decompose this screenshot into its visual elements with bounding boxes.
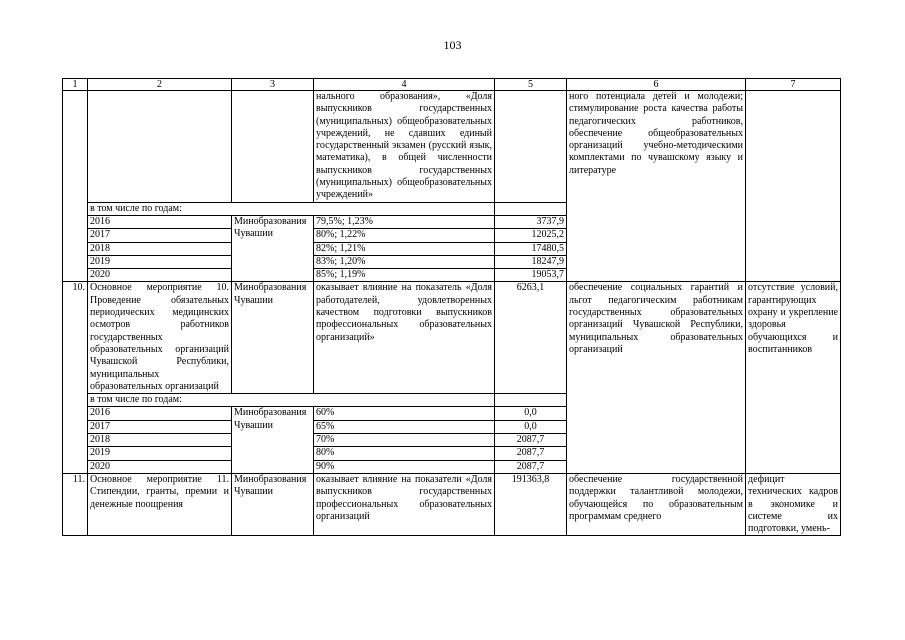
indicator-value: 83%; 1,20% — [314, 255, 495, 268]
amount-cell: 2087,7 — [495, 447, 567, 460]
column-header: 2 — [88, 79, 232, 91]
amount-cell: 2087,7 — [495, 460, 567, 473]
column-header: 3 — [232, 79, 314, 91]
column-header: 5 — [495, 79, 567, 91]
year-cell: 2017 — [88, 229, 232, 242]
header-row — [63, 79, 841, 91]
year-cell: 2016 — [88, 215, 232, 228]
indicator-value: 80% — [314, 447, 495, 460]
column-header: 6 — [567, 79, 746, 91]
measure-name: Основное мероприятие 11. Стипендии, гранты, премии и денежные поощрения — [88, 473, 232, 535]
column-header: 7 — [746, 79, 841, 91]
year-cell: 2020 — [88, 269, 232, 282]
indicator-value: 70% — [314, 434, 495, 447]
year-cell: 2019 — [88, 255, 232, 268]
indicator-value: 80%; 1,22% — [314, 229, 495, 242]
year-cell: 2017 — [88, 420, 232, 433]
column-header: 4 — [314, 79, 495, 91]
amount-cell: 2087,7 — [495, 434, 567, 447]
indicator-value: 60% — [314, 407, 495, 420]
table-row — [63, 282, 841, 394]
indicator-value: 90% — [314, 460, 495, 473]
by-years-label: в том числе по годам: — [88, 394, 495, 407]
amount-cell: 191363,8 — [495, 473, 567, 535]
table-row — [63, 91, 841, 203]
amount-cell: 19053,7 — [495, 269, 567, 282]
indicator-value: 65% — [314, 420, 495, 433]
executor: Минобразования Чувашии — [232, 407, 314, 473]
measure-name: Основное мероприятие 10. Проведение обязательных периодических медицинских осмотров работников государственных образовательных организаций Чувашской Республики, муниципальных образовательных организаций — [88, 282, 232, 394]
by-years-label: в том числе по годам: — [88, 202, 495, 215]
executor: Минобразования Чувашии — [232, 282, 314, 394]
year-cell: 2018 — [88, 434, 232, 447]
executor: Минобразования Чувашии — [232, 215, 314, 281]
row-number: 11. — [63, 473, 88, 535]
amount-cell: 17480,5 — [495, 242, 567, 255]
page-number: 103 — [443, 38, 462, 52]
risk-text: дефицит технических кадров в экономике и системе их подготовки, умень- — [746, 473, 841, 535]
expected-result: обеспечение социальных гарантий и льгот педагогическим работникам государственных образовательных организаций Чувашской Республики, муниципальных образовательных организаций — [567, 282, 746, 473]
expected-result: ного потенциала детей и молодежи; стимулирование роста качества работы педагогических работников, обеспечение общеобразовательных организаций учебно-методическими комплектами по чувашскому языку и литературе — [567, 91, 746, 282]
year-cell: 2018 — [88, 242, 232, 255]
year-cell: 2016 — [88, 407, 232, 420]
amount-cell: 0,0 — [495, 407, 567, 420]
year-cell: 2020 — [88, 460, 232, 473]
row-number: 10. — [63, 282, 88, 473]
amount-cell: 0,0 — [495, 420, 567, 433]
indicator-text: нального образования», «Доля выпускников государственных (муниципальных) общеобразовательных учреждений, не сдавших единый государственный экзамен (русский язык, математика), в общей численности выпускников государственных (муниципальных) общеобразовательных учреждений» — [314, 91, 495, 203]
indicator-value: 82%; 1,21% — [314, 242, 495, 255]
amount-cell: 12025,2 — [495, 229, 567, 242]
risk-text: отсутствие условий, гарантирующих охрану и укрепление здоровья обучающихся и воспитанников — [746, 282, 841, 473]
indicator-value: 85%; 1,19% — [314, 269, 495, 282]
indicator-text: оказывает влияние на показатель «Доля работодателей, удовлетворенных качеством подготовки выпускников профессиональных образовательных организаций» — [314, 282, 495, 394]
measures-table — [62, 78, 841, 536]
indicator-value: 79,5%; 1,23% — [314, 215, 495, 228]
amount-cell: 18247,9 — [495, 255, 567, 268]
expected-result: обеспечение государственной поддержки талантливой молодежи, обучающейся по образовательным программам среднего — [567, 473, 746, 535]
amount-cell: 3737,9 — [495, 215, 567, 228]
table-row — [63, 473, 841, 535]
amount-cell: 6263,1 — [495, 282, 567, 394]
year-cell: 2019 — [88, 447, 232, 460]
indicator-text: оказывает влияние на показатели «Доля выпускников государственных профессиональных образовательных организаций — [314, 473, 495, 535]
executor: Минобразования Чувашии — [232, 473, 314, 535]
column-header: 1 — [63, 79, 88, 91]
